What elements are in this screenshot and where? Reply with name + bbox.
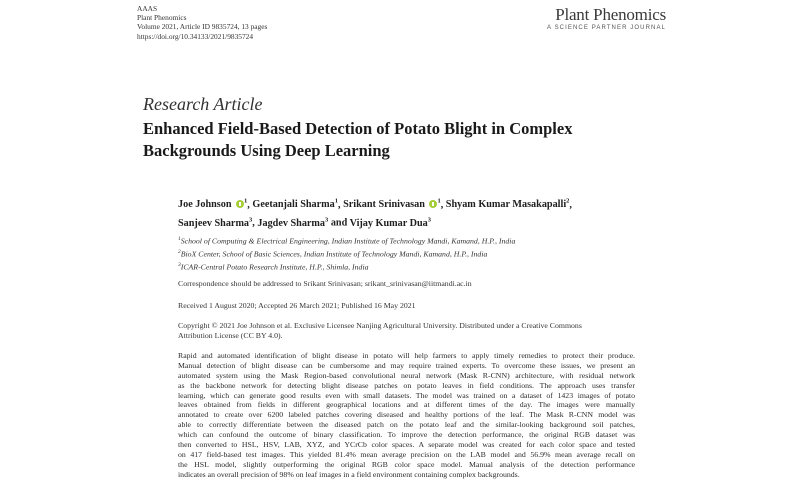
paper-title bbox=[143, 118, 663, 162]
author-line: Joe Johnson $^1$, Geetanjali Sharma$^1$, Srikant Srinivasan $^1$, Shyam Kumar Masakapalli$^2$, bbox=[178, 198, 572, 211]
author-name[interactable]: Geetanjali Sharma$^1$ bbox=[252, 198, 338, 211]
abstract-line: learning, which can generate good results even with small datasets. The model was trained on a dataset of 1423 images of potato bbox=[178, 390, 635, 400]
author-list bbox=[178, 194, 678, 231]
author-name[interactable]: Vijay Kumar Dua$^3$ bbox=[349, 216, 431, 229]
abstract-line: indicates an overall precision of 98% on leaf images in a field environment containing complex backgrounds. bbox=[178, 469, 520, 479]
article-type: Research Article bbox=[143, 94, 263, 114]
author-name[interactable]: Joe Johnson $^1$ bbox=[178, 198, 248, 211]
journal-name: Plant Phenomics bbox=[137, 13, 187, 23]
abstract-line: as the backbone network for detecting blight disease patches on potato leaves in field conditions. The approach uses transfer bbox=[178, 380, 635, 390]
abstract-line: Rapid and automated identification of blight disease in potato will help farmers to apply timely remedies to protect their produce. bbox=[178, 351, 635, 360]
author-name[interactable]: Jagdev Sharma$^3$ bbox=[257, 216, 329, 229]
affiliation-item: $^3$ICAR-Central Potato Research Institute, H.P., Shimla, India bbox=[178, 262, 369, 272]
author-name[interactable]: Shyam Kumar Masakapalli$^2$ bbox=[445, 198, 570, 211]
doi-link[interactable]: https://doi.org/10.34133/2021/9835724 bbox=[137, 31, 254, 41]
paper-title-line: Backgrounds Using Deep Learning bbox=[143, 141, 390, 160]
abstract-line: annotated to create over 6200 labeled patches covering diseased and healthy portions of the leaf. The Mask R-CNN model was bbox=[178, 410, 635, 420]
author-name[interactable]: Sanjeev Sharma$^3$ bbox=[178, 216, 253, 229]
abstract-line: which can confound the outcome of binary classification. To improve the detection performance, the original RGB dataset was bbox=[178, 430, 635, 439]
orcid-icon[interactable] bbox=[429, 200, 437, 208]
abstract-line: the HSL model, slightly outperforming the original RGB color space model. Manual analysis of the detection performance bbox=[178, 459, 635, 469]
journal-logo-name: Plant Phenomics bbox=[555, 5, 666, 24]
abstract-line: leaves obtained from fields in different geographical locations and at different times of the day. The images were manually bbox=[178, 400, 635, 410]
copyright-line: Copyright © 2021 Joe Johnson et al. Exclusive Licensee Nanjing Agricultural University. Distributed under a Creative Commons bbox=[178, 321, 582, 330]
author-line: Sanjeev Sharma$^3$, Jagdev Sharma$^3$ and Vijay Kumar Dua$^3$ bbox=[178, 216, 431, 229]
abstract-line: then converted to HSL, HSV, LAB, XYZ, and YCrCb color spaces. A separate model was created for each color space and tested bbox=[178, 439, 635, 449]
affiliation-item: $^2$BioX Center, School of Basic Sciences, Indian Institute of Technology Mandi, Kamand, H.P., India bbox=[178, 249, 488, 259]
journal-logo-tagline: A SCIENCE PARTNER JOURNAL bbox=[547, 25, 666, 31]
affiliation-list bbox=[178, 234, 638, 274]
paper-title-line: Enhanced Field-Based Detection of Potato Blight in Complex bbox=[143, 119, 573, 138]
journal-metadata bbox=[137, 4, 267, 41]
abstract-line: able to correctly differentiate between the diseased patch on the potato leaf and the similar-looking background soil patches, bbox=[178, 420, 635, 430]
author-name[interactable]: Srikant Srinivasan $^1$ bbox=[343, 198, 441, 211]
affiliation-item: $^1$School of Computing & Electrical Engineering, Indian Institute of Technology Mandi, Kamand, H.P., India bbox=[178, 236, 516, 246]
copyright-line: Attribution License (CC BY 4.0). bbox=[178, 331, 283, 340]
abstract bbox=[178, 351, 635, 479]
correspondence-note: Correspondence should be addressed to Srikant Srinivasan; srikant_srinivasan@iitmandi.ac.in bbox=[178, 279, 472, 288]
orcid-icon[interactable] bbox=[236, 200, 244, 208]
abstract-line: on 417 field-based test images. This yielded 81.4% mean average precision on the LAB model and 56.9% mean average recall on bbox=[178, 449, 635, 459]
publication-dates: Received 1 August 2020; Accepted 26 March 2021; Published 16 May 2021 bbox=[178, 301, 416, 310]
journal-logo bbox=[547, 6, 666, 31]
publisher-label: AAAS bbox=[137, 4, 158, 13]
volume-info: Volume 2021, Article ID 9835724, 13 pages bbox=[137, 22, 268, 32]
abstract-line: automated system using the Mask Region-based convolutional neural network (Mask R-CNN) architecture, with residual network bbox=[178, 370, 635, 380]
abstract-line: Manual detection of blight disease can be cumbersome and may require trained experts. To overcome these issues, we present an bbox=[178, 360, 635, 370]
copyright-notice bbox=[178, 321, 648, 341]
